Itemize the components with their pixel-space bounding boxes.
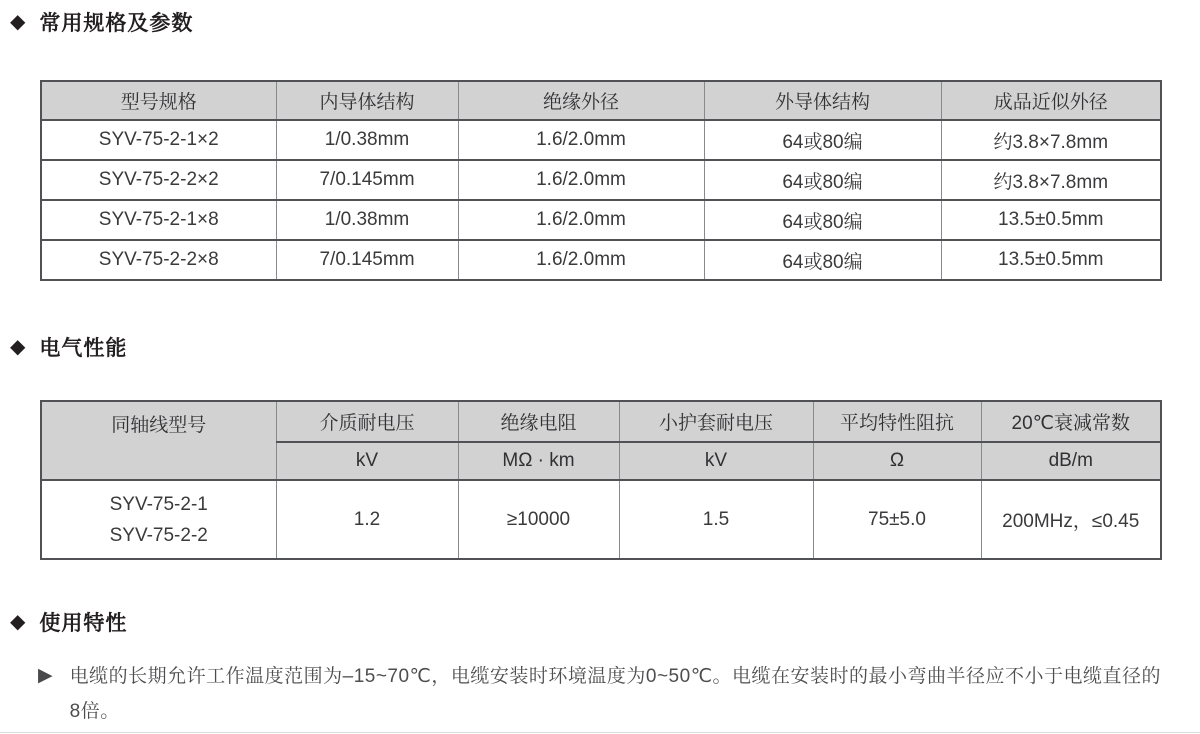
column-header: 绝缘外径 — [458, 81, 704, 120]
column-header: 内导体结构 — [276, 81, 458, 120]
table-cell: 13.5±0.5mm — [941, 240, 1161, 280]
triangle-bullet-icon: ▶ — [38, 665, 53, 686]
column-header: 型号规格 — [41, 81, 276, 120]
model-line: SYV-75-2-1 — [109, 493, 208, 515]
table-row — [41, 480, 1161, 559]
section-title-usage — [10, 607, 127, 637]
column-header: 20℃衰减常数 — [981, 401, 1161, 442]
model-cell: SYV-75-2-2×8 — [41, 240, 276, 280]
table-cell: 75±5.0 — [813, 480, 981, 559]
corner-header: 同轴线型号 — [41, 401, 276, 480]
table-cell: 64或80编 — [704, 200, 941, 240]
table-cell: 约3.8×7.8mm — [941, 160, 1161, 200]
table-cell: 1.6/2.0mm — [458, 160, 704, 200]
table-row — [41, 120, 1161, 160]
diamond-icon: ◆ — [10, 336, 27, 358]
table-header-row — [41, 81, 1161, 120]
table-cell: 1.6/2.0mm — [458, 240, 704, 280]
table-cell: 1/0.38mm — [276, 200, 458, 240]
section-title-text: 使用特性 — [39, 612, 128, 635]
diamond-icon: ◆ — [10, 611, 27, 633]
diamond-icon: ◆ — [10, 11, 27, 33]
table-cell: 1.2 — [276, 480, 458, 559]
unit-header: kV — [619, 442, 813, 480]
unit-header: dB/m — [981, 442, 1161, 480]
column-header: 小护套耐电压 — [619, 401, 813, 442]
model-cell: SYV-75-2-2×2 — [41, 160, 276, 200]
table-cell: 13.5±0.5mm — [941, 200, 1161, 240]
table-cell: 1.6/2.0mm — [458, 120, 704, 160]
table-cell: 64或80编 — [704, 240, 941, 280]
table-row — [41, 200, 1161, 240]
column-header: 平均特性阻抗 — [813, 401, 981, 442]
table-row — [41, 240, 1161, 280]
section-title-electrical — [10, 332, 127, 362]
table-cell: 64或80编 — [704, 120, 941, 160]
unit-header: kV — [276, 442, 458, 480]
column-header: 外导体结构 — [704, 81, 941, 120]
table-header-row — [41, 401, 1161, 442]
table-cell: 1.6/2.0mm — [458, 200, 704, 240]
specs-table — [40, 80, 1162, 281]
model-line: SYV-75-2-2 — [109, 524, 208, 546]
column-header: 介质耐电压 — [276, 401, 458, 442]
table-row — [41, 160, 1161, 200]
usage-note — [38, 659, 1168, 729]
section-title-text: 常用规格及参数 — [39, 12, 194, 35]
model-cell — [41, 480, 276, 559]
usage-note-text: 电缆的长期允许工作温度范围为–15~70℃，电缆安装时环境温度为0~50℃。电缆在安装时的最小弯曲半径应不小于电缆直径的8倍。 — [69, 666, 1162, 722]
electrical-table — [40, 400, 1162, 560]
table-cell: 约3.8×7.8mm — [941, 120, 1161, 160]
table-cell: 1.5 — [619, 480, 813, 559]
table-cell: 200MHz，≤0.45 — [981, 480, 1161, 559]
page-bottom-divider — [0, 732, 1200, 733]
model-cell: SYV-75-2-1×2 — [41, 120, 276, 160]
column-header: 成品近似外径 — [941, 81, 1161, 120]
table-cell: 64或80编 — [704, 160, 941, 200]
unit-header: MΩ · km — [458, 442, 619, 480]
table-cell: 7/0.145mm — [276, 240, 458, 280]
table-cell: ≥10000 — [458, 480, 619, 559]
table-cell: 7/0.145mm — [276, 160, 458, 200]
unit-header: Ω — [813, 442, 981, 480]
section-title-text: 电气性能 — [39, 337, 128, 360]
column-header: 绝缘电阻 — [458, 401, 619, 442]
table-cell: 1/0.38mm — [276, 120, 458, 160]
section-title-specs — [10, 7, 193, 37]
model-cell: SYV-75-2-1×8 — [41, 200, 276, 240]
